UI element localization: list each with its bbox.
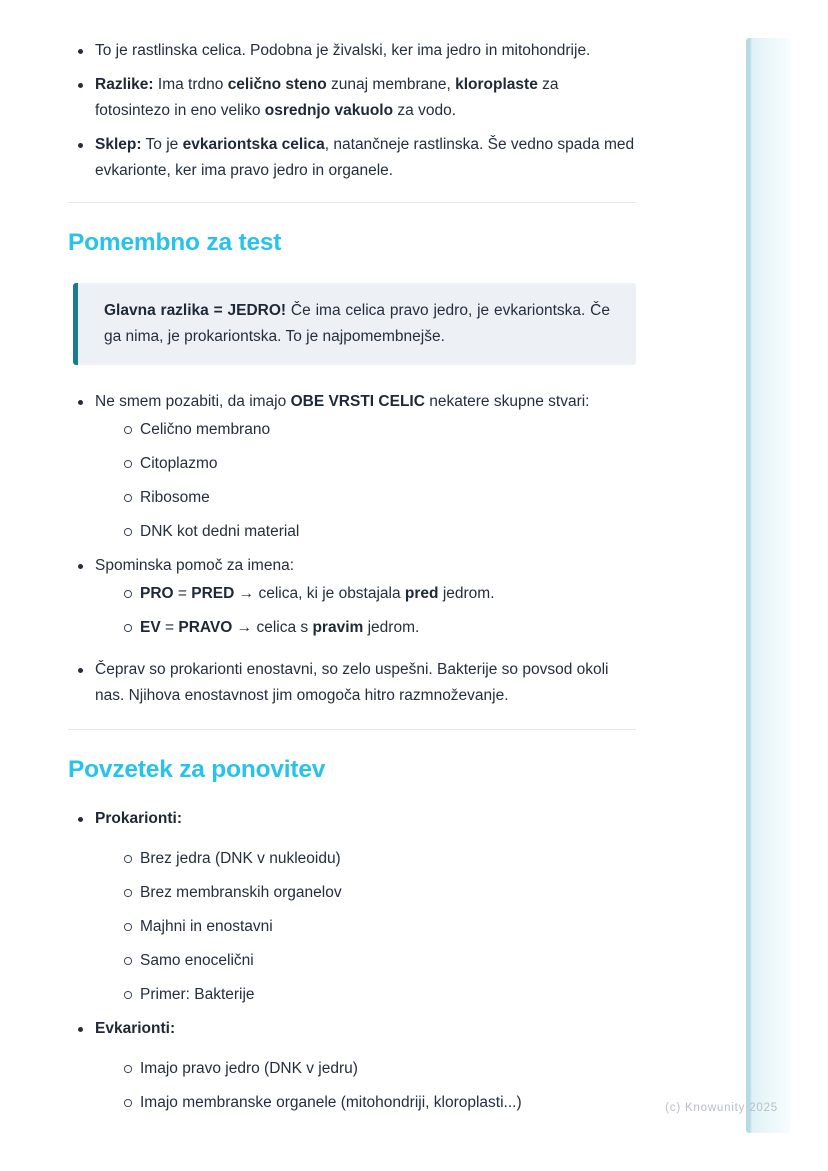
bullet-icon	[78, 564, 83, 569]
section2-bullet-list	[68, 806, 636, 1116]
list-item	[95, 846, 636, 872]
list-item	[68, 1016, 636, 1116]
list-item	[95, 451, 636, 477]
list-item	[95, 485, 636, 511]
circle-bullet-icon	[124, 1065, 132, 1073]
bullet-icon	[78, 400, 83, 405]
list-item-text: PRO = PRED → celica, ki je obstajala pred jedrom.	[140, 585, 495, 602]
list-item-text: Primer: Bakterije	[140, 986, 255, 1003]
list-item	[68, 132, 636, 184]
list-item	[68, 806, 636, 1008]
list-item-text: Sklep: To je evkariontska celica, natančneje rastlinska. Še vedno spada med evkarionte, ker ima pravo jedro in organele.	[95, 136, 635, 179]
bullet-icon	[78, 143, 83, 148]
circle-bullet-icon	[124, 855, 132, 863]
list-item-text: Samo enocelični	[140, 952, 254, 969]
section-heading: Povzetek za ponovitev	[68, 756, 326, 783]
list-item	[68, 657, 636, 709]
list-item-text: Čeprav so prokarionti enostavni, so zelo uspešni. Bakterije so povsod okoli nas. Njihova enostavnost jim omogoča hitro razmnoževanje.	[95, 661, 609, 704]
sub-list	[95, 846, 636, 1008]
list-item	[95, 1090, 636, 1116]
list-item	[95, 982, 636, 1008]
intro-bullet-list	[68, 38, 636, 184]
section-divider	[68, 729, 636, 730]
circle-bullet-icon	[124, 528, 132, 536]
section-heading: Pomembno za test	[68, 229, 282, 256]
list-item	[68, 389, 636, 545]
list-item-text: Imajo pravo jedro (DNK v jedru)	[140, 1060, 358, 1077]
list-item-text: Brez membranskih organelov	[140, 884, 342, 901]
list-item	[68, 72, 636, 124]
callout-text: Glavna razlika = JEDRO! Če ima celica pravo jedro, je evkariontska. Če ga nima, je prokariontska. To je najpomembnejše.	[104, 302, 610, 345]
list-item-text: Celično membrano	[140, 421, 271, 438]
bullet-icon	[78, 83, 83, 88]
circle-bullet-icon	[124, 923, 132, 931]
list-item	[95, 581, 636, 607]
list-item-text: Citoplazmo	[140, 455, 218, 472]
list-item-text: Spominska pomoč za imena:	[95, 557, 295, 574]
circle-bullet-icon	[124, 624, 132, 632]
document-content	[68, 0, 636, 1124]
circle-bullet-icon	[124, 889, 132, 897]
sub-list	[95, 1056, 636, 1116]
section1-bullet-list	[68, 389, 636, 709]
list-item	[95, 1056, 636, 1082]
circle-bullet-icon	[124, 991, 132, 999]
sub-list	[95, 417, 636, 545]
section-divider	[68, 202, 636, 203]
circle-bullet-icon	[124, 1099, 132, 1107]
bullet-icon	[78, 817, 83, 822]
list-item-text: DNK kot dedni material	[140, 523, 300, 540]
list-item	[68, 553, 636, 641]
sub-list	[95, 581, 636, 641]
list-item-text: Ne smem pozabiti, da imajo OBE VRSTI CELIC nekatere skupne stvari:	[95, 393, 590, 410]
list-item	[95, 948, 636, 974]
list-item	[68, 38, 636, 64]
bullet-icon	[78, 668, 83, 673]
bullet-icon	[78, 1027, 83, 1032]
list-item	[95, 519, 636, 545]
copyright-watermark: (c) Knowunity 2025	[665, 1102, 778, 1114]
list-item-text: Imajo membranske organele (mitohondriji, kloroplasti...)	[140, 1094, 522, 1111]
list-item	[95, 417, 636, 443]
list-item-text: Razlike: Ima trdno celično steno zunaj membrane, kloroplaste za fotosintezo in eno veliko osrednjo vakuolo za vodo.	[95, 76, 559, 119]
circle-bullet-icon	[124, 426, 132, 434]
list-item	[95, 880, 636, 906]
circle-bullet-icon	[124, 590, 132, 598]
circle-bullet-icon	[124, 957, 132, 965]
list-item-text: EV = PRAVO → celica s pravim jedrom.	[140, 619, 420, 636]
list-item-text: Majhni in enostavni	[140, 918, 273, 935]
circle-bullet-icon	[124, 460, 132, 468]
important-callout-box	[73, 283, 636, 365]
list-item-text: Evkarionti:	[95, 1020, 176, 1037]
list-item	[95, 615, 636, 641]
list-item	[95, 914, 636, 940]
bullet-icon	[78, 49, 83, 54]
circle-bullet-icon	[124, 494, 132, 502]
page-edge-highlight-bar	[746, 38, 791, 1133]
list-item-text: Prokarionti:	[95, 810, 182, 827]
list-item-text: Ribosome	[140, 489, 210, 506]
list-item-text: To je rastlinska celica. Podobna je živalski, ker ima jedro in mitohondrije.	[95, 42, 591, 59]
list-item-text: Brez jedra (DNK v nukleoidu)	[140, 850, 341, 867]
